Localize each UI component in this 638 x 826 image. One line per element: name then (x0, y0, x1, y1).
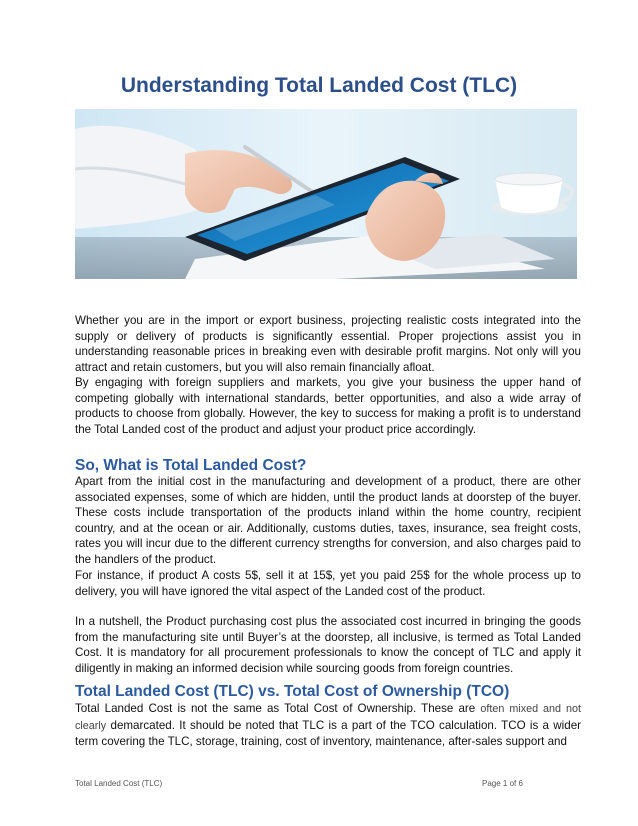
intro-paragraph-2: By engaging with foreign suppliers and markets, you give your business the upper hand of competing globally with international standards, better opportunities, and also a wide array of products to choose from globally. However, the key to success for making a profit is to understand the Total Landed cost of the product and adjust your product price accordingly. (75, 376, 581, 436)
section-heading-tlc-vs-tco: Total Landed Cost (TLC) vs. Total Cost of Ownership (TCO) (75, 683, 510, 700)
hero-illustration (75, 109, 577, 279)
section-heading-what-is-tlc: So, What is Total Landed Cost? (75, 457, 307, 474)
section1-paragraph-2: For instance, if product A costs 5$, sell it at 15$, yet you paid 25$ for the whole process up to delivery, you will have ignored the vital aspect of the Landed cost of the product. (75, 569, 581, 598)
footer-document-title: Total Landed Cost (TLC) (75, 779, 163, 788)
hero-image-hands-tablet (75, 109, 577, 279)
section2-text-end: demarcated. It should be noted that TLC is a part of the TCO calculation. TCO is a wider term covering the TLC, storage, training, cost of inventory, maintenance, after-sales support and (75, 718, 581, 749)
section1-paragraph-3: In a nutshell, the Product purchasing cost plus the associated cost incurred in bringing the goods from the manufacturing site until Buyer’s at the doorstep, all inclusive, is termed as Total Landed Cost. It is mandatory for all procurement professionals to know the concept of TLC and apply it diligently in making an informed decision while sourcing goods from foreign countries. (75, 615, 581, 675)
section2-text-start: Total Landed Cost is not the same as Total Cost of Ownership. These are (75, 702, 481, 715)
section2-text-soft: often mixed and not clearly (75, 703, 581, 732)
footer-page-number: Page 1 of 6 (482, 779, 523, 788)
section2-paragraph (75, 701, 581, 750)
section1-paragraph-1: Apart from the initial cost in the manufacturing and development of a product, there are other associated expenses, some of which are hidden, until the product lands at doorstep of the buyer. These costs include transportation of the products inland within the home country, recipient country, and at the ocean or air. Additionally, customs duties, taxes, insurance, sea freight costs, rates you will incur due to the different currency strengths for conversion, and also charges paid to the handlers of the product. (75, 475, 581, 566)
intro-paragraph-1: Whether you are in the import or export business, projecting realistic costs integrated into the supply or delivery of products is significantly essential. Proper projections assist you in understanding reasonable prices in breaking even with desirable profit margins. Not only will you attract and retain customers, but you will also remain financially afloat. (75, 314, 581, 374)
page-title: Understanding Total Landed Cost (TLC) (120, 74, 518, 97)
